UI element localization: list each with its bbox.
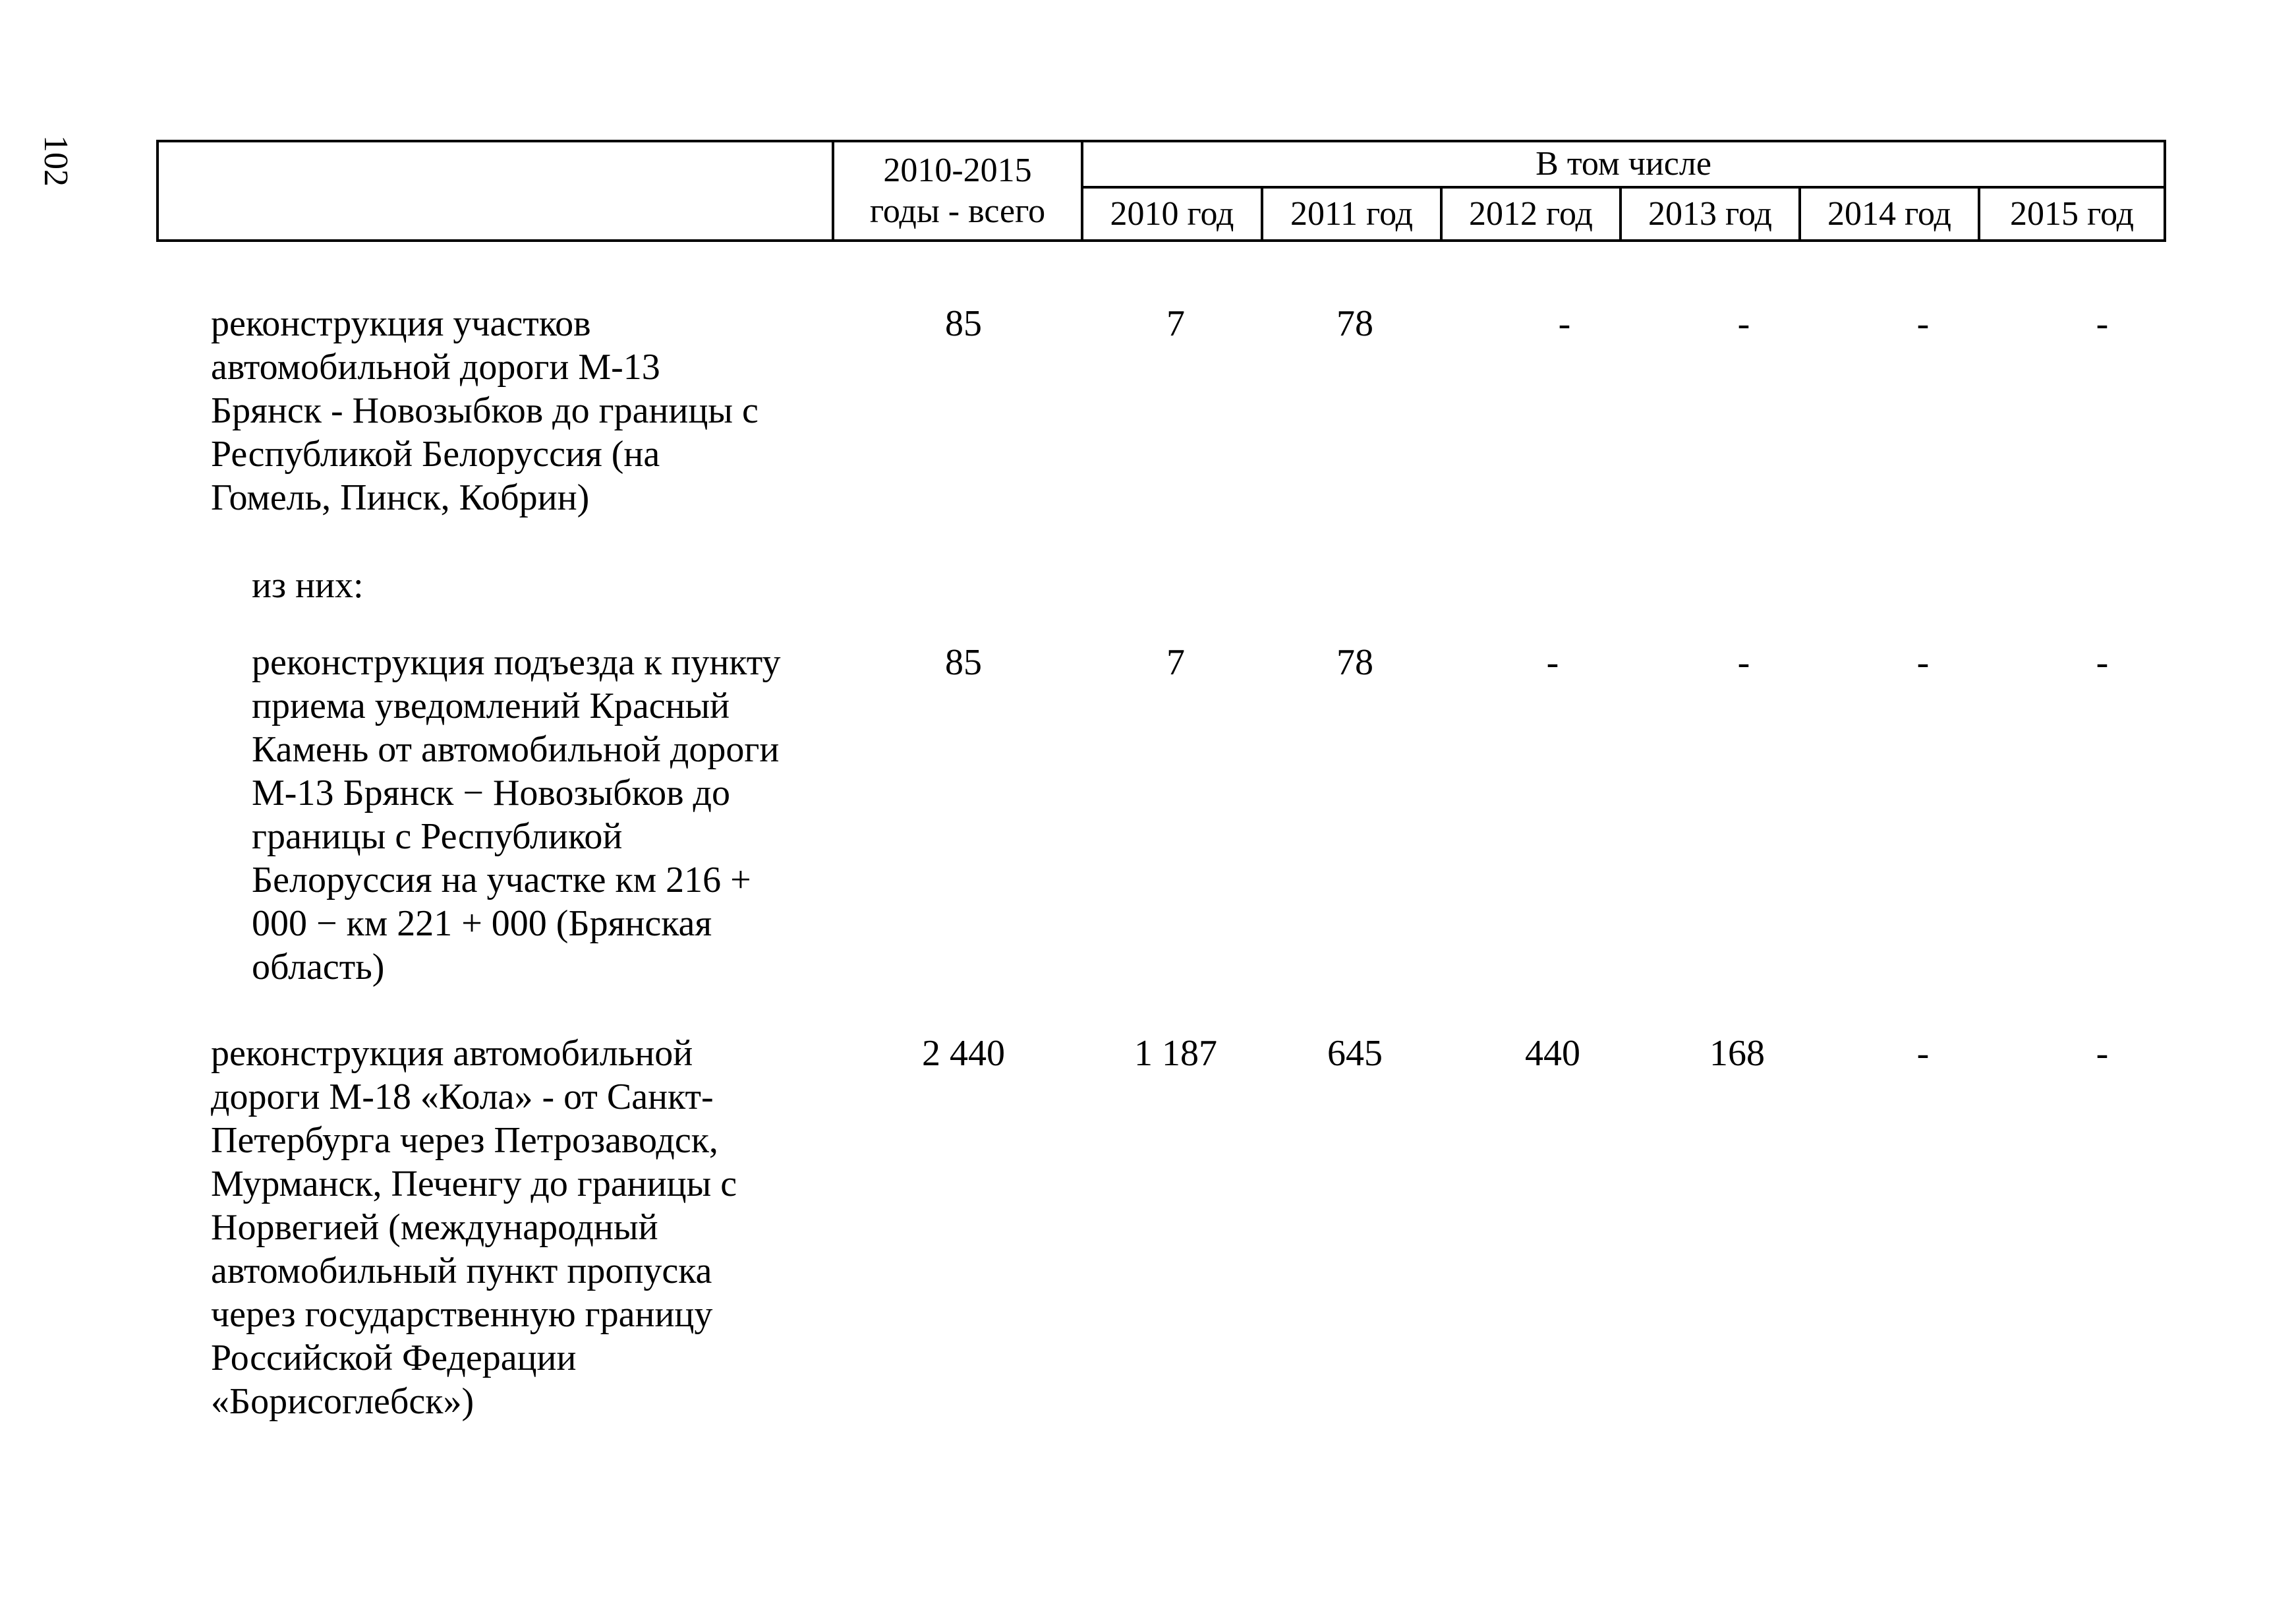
- header-total-cell: [833, 141, 1082, 241]
- row-value-2014: -: [1916, 1033, 1930, 1074]
- header-label-cell: [158, 141, 833, 241]
- row-value-2015: -: [2096, 642, 2109, 683]
- row-label: реконструкция автомобильной дороги М-18 «Кола» - от Санкт- Петербурга через Петрозаводск, Мурманск, Печенгу до границы с Норвегией (международный автомобильный пункт пропуска через государственную границу Российской Федерации «Борисоглебск»): [211, 1033, 737, 1422]
- header-year-2013: 2013 год: [1621, 187, 1800, 241]
- row-value-2011: 78: [1336, 642, 1373, 683]
- header-year-2015: 2015 год: [1979, 187, 2165, 241]
- row-label: реконструкция подъезда к пункту приема уведомлений Красный Камень от автомобильной дороги М-13 Брянск − Новозыбков до границы с Республикой Белоруссия на участке км 216 + 000 − км 221 + 000 (Брянская область): [252, 642, 781, 987]
- page-number: 102: [37, 135, 74, 187]
- row-value-2011: 645: [1327, 1033, 1383, 1074]
- row-total: 85: [945, 303, 982, 344]
- row-label: реконструкция участков автомобильной дороги М-13 Брянск - Новозыбков до границы с Республикой Белоруссия (на Гомель, Пинск, Кобрин): [211, 303, 759, 518]
- header-year-2010: 2010 год: [1082, 187, 1262, 241]
- header-year-2011: 2011 год: [1262, 187, 1441, 241]
- row-value-2012: -: [1546, 642, 1559, 683]
- row-value-2010: 1 187: [1134, 1033, 1217, 1074]
- row-value-2011: 78: [1336, 303, 1373, 344]
- row-label-subheading: из них:: [252, 565, 364, 606]
- row-value-2012: -: [1558, 303, 1571, 344]
- header-year-2014: 2014 год: [1800, 187, 1979, 241]
- row-value-2013: -: [1737, 303, 1750, 344]
- header-total-line2: годы - всего: [869, 192, 1046, 230]
- row-value-2012: 440: [1525, 1033, 1580, 1074]
- row-total: 2 440: [922, 1033, 1005, 1074]
- row-value-2015: -: [2096, 1033, 2109, 1074]
- row-value-2014: -: [1916, 642, 1930, 683]
- header-year-2012: 2012 год: [1441, 187, 1621, 241]
- header-total-line1: 2010-2015: [883, 151, 1032, 189]
- row-value-2010: 7: [1166, 642, 1185, 683]
- header-group-cell: В том числе: [1082, 141, 2165, 187]
- row-value-2013: -: [1737, 642, 1750, 683]
- row-value-2014: -: [1916, 303, 1930, 344]
- table-header: [156, 140, 2166, 242]
- row-total: 85: [945, 642, 982, 683]
- row-value-2015: -: [2096, 303, 2109, 344]
- row-value-2010: 7: [1166, 303, 1185, 344]
- row-value-2013: 168: [1709, 1033, 1765, 1074]
